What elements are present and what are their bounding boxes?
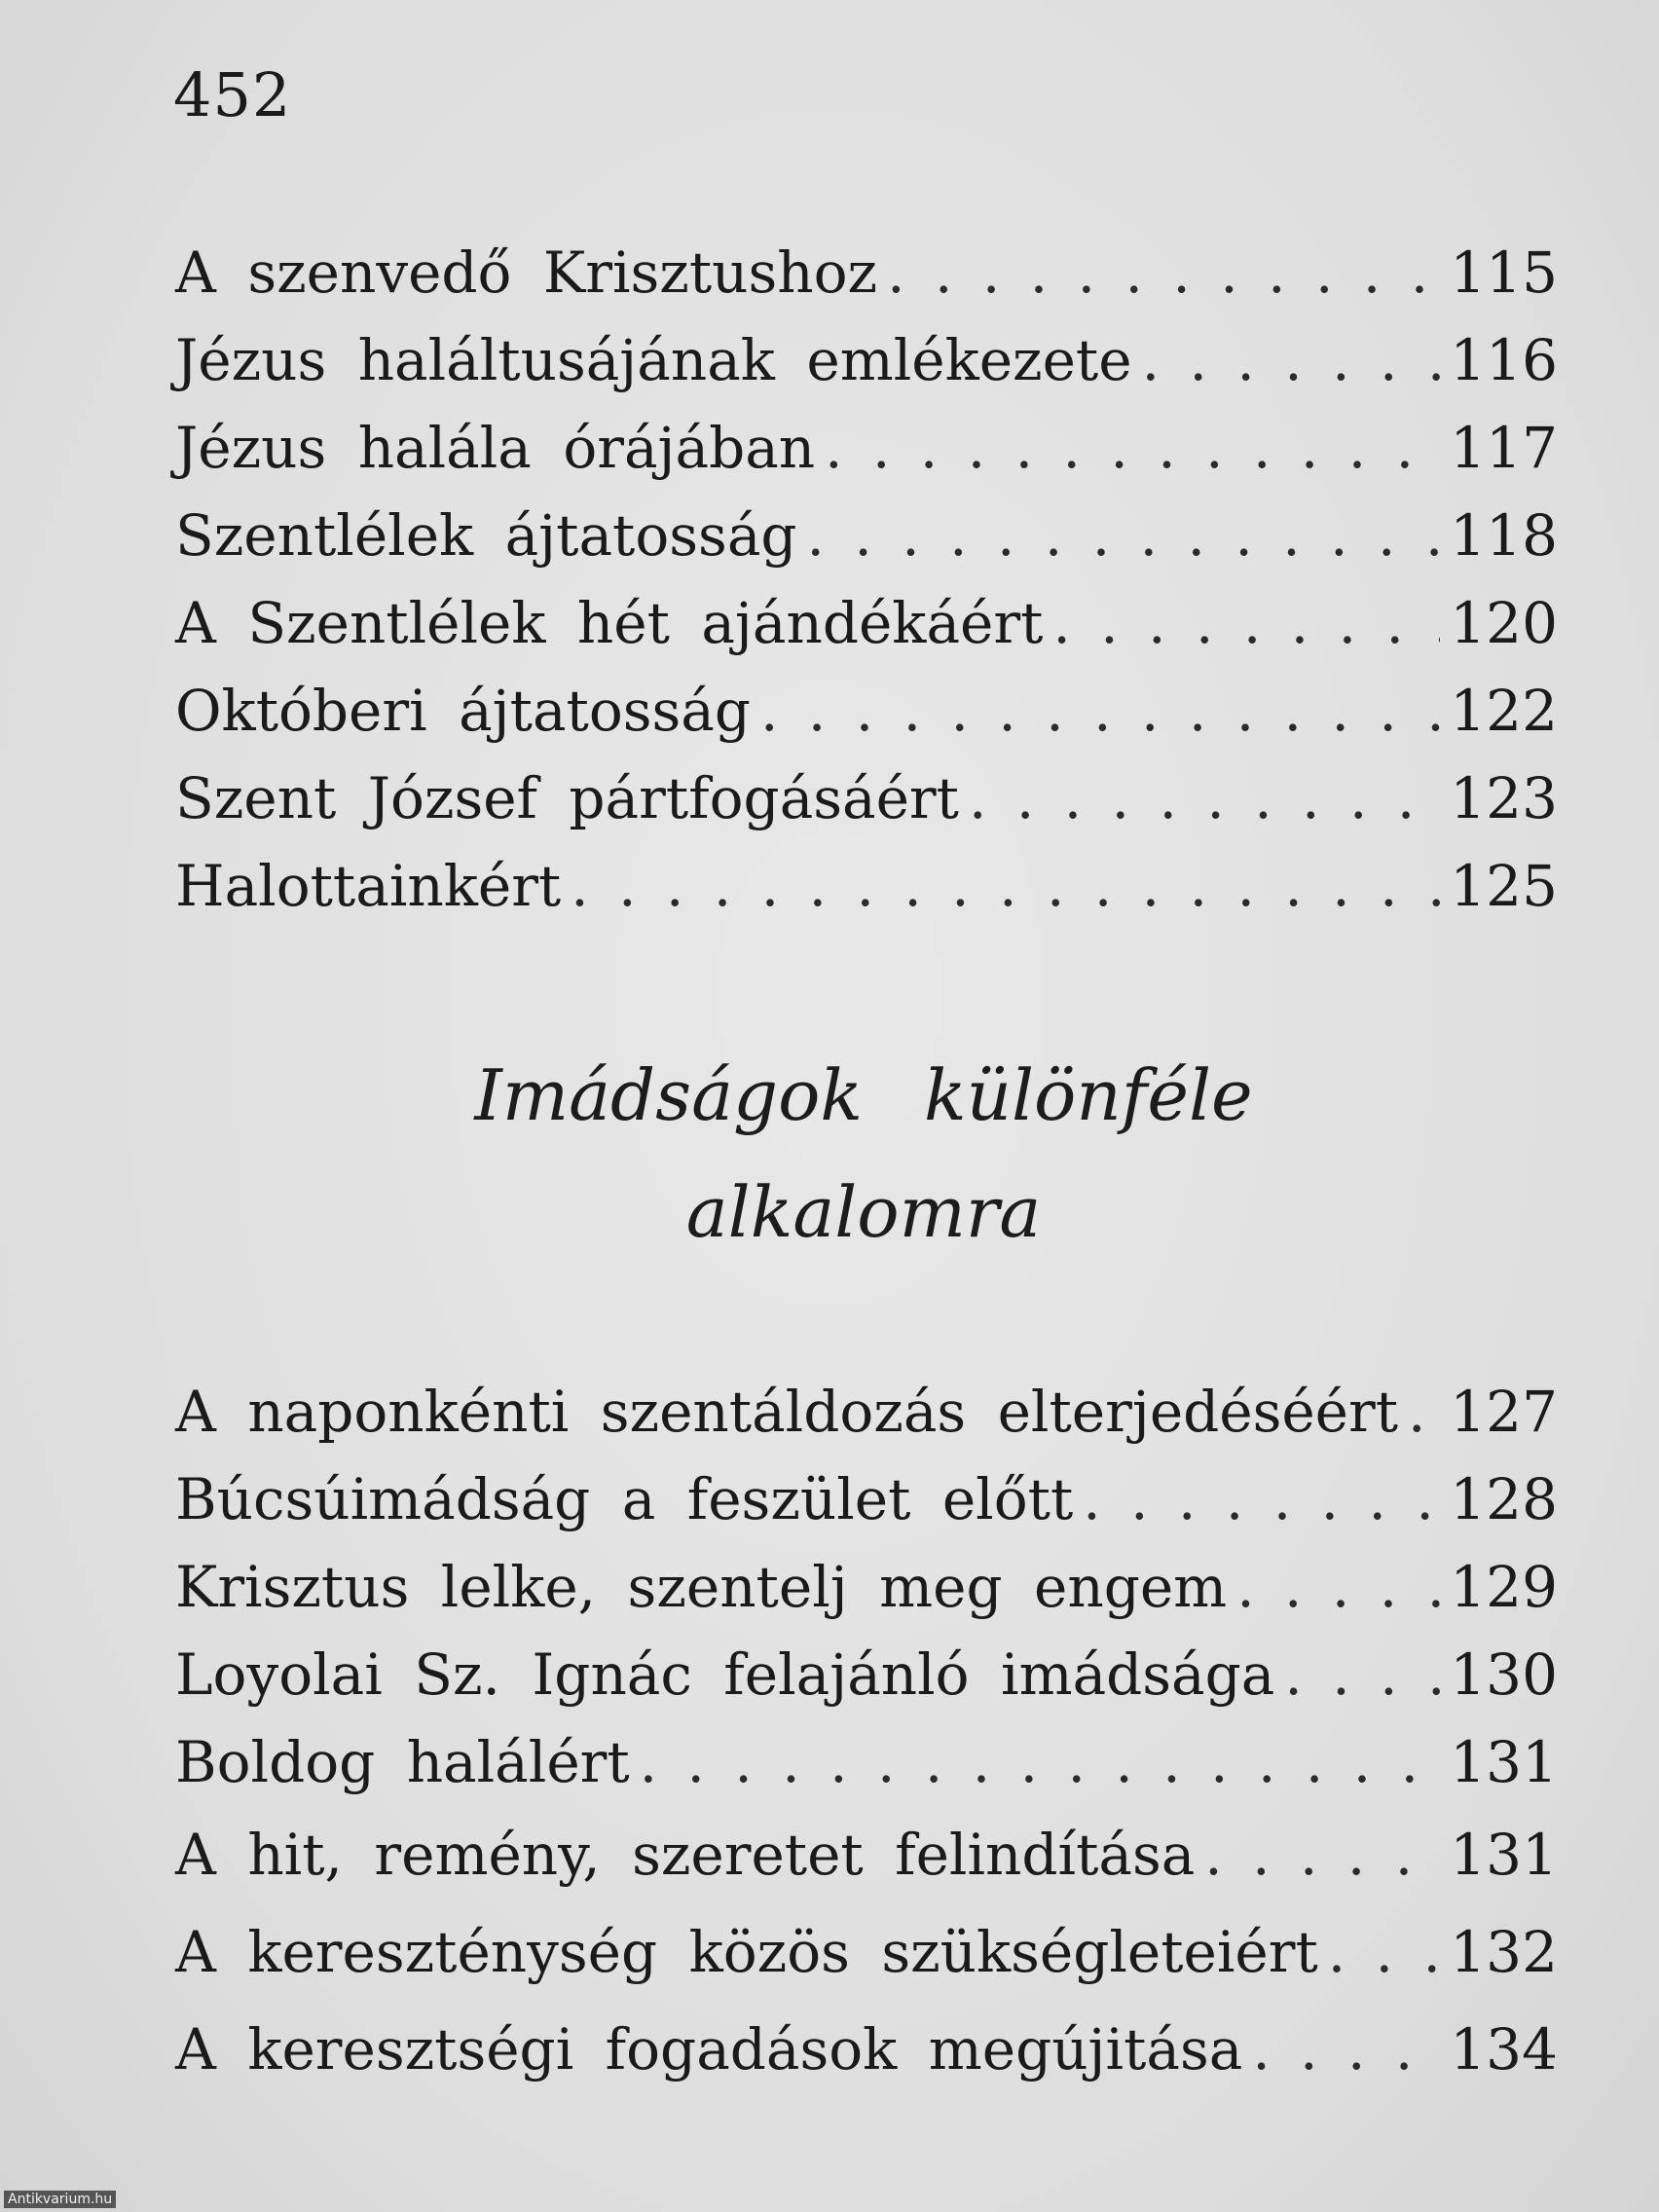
page-number: 452 <box>173 59 292 130</box>
toc-entry-page: 134 <box>1450 2016 1558 2083</box>
dot-leader <box>807 492 1441 579</box>
toc-entry-page: 116 <box>1450 327 1558 393</box>
dot-leader <box>887 229 1440 316</box>
dot-leader <box>1236 1543 1440 1631</box>
toc-entry-page: 117 <box>1450 415 1558 481</box>
dot-leader <box>969 755 1440 842</box>
toc-entry-title: Szent József pártfogásáért <box>175 765 959 831</box>
toc-entry-title: Búcsúimádság a feszület előtt <box>175 1466 1074 1532</box>
toc-entry-title: A szenvedő Krisztushoz <box>175 240 878 306</box>
toc-entry <box>175 2001 1558 2098</box>
dot-leader <box>1408 1368 1440 1456</box>
toc-entry <box>175 579 1558 667</box>
dot-leader <box>1252 2001 1440 2098</box>
toc-entry-page: 122 <box>1450 678 1558 744</box>
toc-entry <box>175 316 1558 404</box>
toc-entry-page: 129 <box>1450 1554 1558 1620</box>
dot-leader <box>1052 579 1440 667</box>
toc-entry <box>175 404 1558 492</box>
dot-leader <box>1083 1456 1440 1543</box>
toc-entry-title: A naponkénti szentáldozás elterjedéséért <box>175 1379 1399 1445</box>
dot-leader <box>825 404 1440 492</box>
dot-leader <box>1284 1631 1440 1718</box>
toc-section-1 <box>175 229 1558 930</box>
toc-entry-title: Októberi ájtatosság <box>175 678 751 744</box>
toc-entry-title: Halottainkért <box>175 853 562 919</box>
toc-entry <box>175 667 1558 755</box>
toc-section-2 <box>175 1368 1558 2098</box>
toc-entry-title: A hit, remény, szeretet felindítása <box>175 1822 1196 1888</box>
toc-entry <box>175 1543 1558 1631</box>
toc-entry-title: A keresztségi fogadások megújitása <box>175 2016 1243 2083</box>
dot-leader <box>640 1718 1441 1806</box>
toc-entry-title: Loyolai Sz. Ignác felajánló imádsága <box>175 1641 1275 1708</box>
section-heading-line: alkalomra <box>685 1171 1042 1253</box>
section-heading <box>0 1037 1659 1271</box>
dot-leader <box>1328 1903 1441 2001</box>
toc-entry <box>175 1456 1558 1543</box>
toc-entry <box>175 492 1558 579</box>
dot-leader <box>1204 1806 1440 1903</box>
toc-entry-title: Jézus haláltusájának emlékezete <box>175 327 1132 393</box>
toc-entry-page: 125 <box>1450 853 1558 919</box>
toc-entry <box>175 1718 1558 1806</box>
section-heading-line: Imádságok különféle <box>474 1054 1253 1136</box>
toc-entry-page: 131 <box>1450 1822 1558 1888</box>
toc-entry-title: A kereszténység közös szükségleteiért <box>175 1919 1318 1985</box>
toc-entry-page: 127 <box>1450 1379 1558 1445</box>
toc-entry-page: 131 <box>1450 1729 1558 1795</box>
watermark: Antikvarium.hu <box>4 2191 116 2208</box>
toc-entry-page: 123 <box>1450 765 1558 831</box>
dot-leader <box>571 842 1440 930</box>
toc-entry-title: Jézus halála órájában <box>175 415 816 481</box>
toc-entry-title: Krisztus lelke, szentelj meg engem <box>175 1554 1228 1620</box>
toc-entry <box>175 1903 1558 2001</box>
toc-entry <box>175 1806 1558 1903</box>
dot-leader <box>760 667 1440 755</box>
toc-entry-page: 120 <box>1450 590 1558 656</box>
toc-entry <box>175 1368 1558 1456</box>
toc-entry <box>175 842 1558 930</box>
toc-entry <box>175 229 1558 316</box>
toc-entry <box>175 1631 1558 1718</box>
toc-entry <box>175 755 1558 842</box>
toc-entry-page: 130 <box>1450 1641 1558 1708</box>
toc-entry-title: A Szentlélek hét ajándékáért <box>175 590 1044 656</box>
toc-entry-title: Boldog halálért <box>175 1729 630 1795</box>
toc-entry-page: 115 <box>1450 240 1558 306</box>
toc-entry-title: Szentlélek ájtatosság <box>175 502 797 569</box>
toc-entry-page: 128 <box>1450 1466 1558 1532</box>
toc-entry-page: 132 <box>1450 1919 1558 1985</box>
toc-entry-page: 118 <box>1450 502 1558 569</box>
dot-leader <box>1142 316 1441 404</box>
